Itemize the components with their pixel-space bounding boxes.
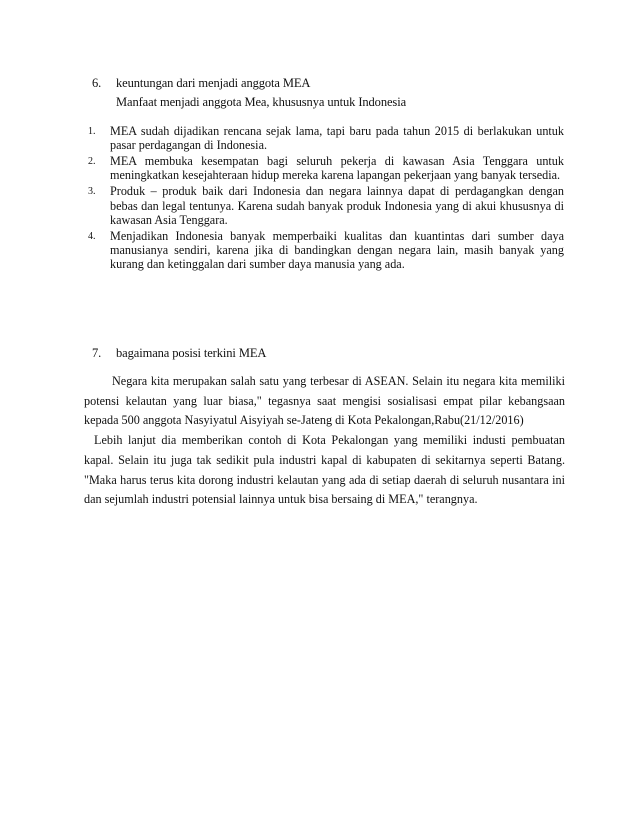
section-7-title: bagaimana posisi terkini MEA	[116, 346, 267, 360]
section-6-number: 6.	[92, 76, 102, 90]
list-item-number: 2.	[88, 156, 96, 168]
section-6-heading	[92, 76, 310, 91]
section-7-heading	[92, 346, 266, 361]
benefits-list	[88, 124, 564, 273]
list-item-text: Menjadikan Indonesia banyak memperbaiki kualitas dan kuantintas dari sumber daya manusianya sendiri, karena jika di bandingkan dengan negara lain, masih banyak yang kurang dan ketinggalan dari sumber daya manusia yang ada.	[110, 228, 564, 272]
section-7-body	[84, 372, 565, 510]
paragraph-2: Lebih lanjut dia memberikan contoh di Kota Pekalongan yang memiliki industi pembuatan kapal. Selain itu juga tak sedikit pula industri kapal di kabupaten di sekitarnya seperti Batang. "Maka harus terus kita dorong industri kelautan yang ada di setiap daerah di seluruh nusantara ini dan sejumlah industri potensial lainnya untuk bisa bersaing di MEA," terangnya.	[84, 433, 565, 507]
list-item	[88, 154, 564, 182]
list-item	[88, 124, 564, 152]
list-item	[88, 229, 564, 272]
list-item-text: MEA membuka kesempatan bagi seluruh pekerja di kawasan Asia Tenggara untuk meningkatkan kesejahteraan hidup mereka karena lapangan pekerjaan yang banyak tersedia.	[110, 154, 564, 183]
list-item-number: 1.	[88, 126, 96, 137]
paragraph-1: Negara kita merupakan salah satu yang terbesar di ASEAN. Selain itu negara kita memiliki potensi kelautan yang luar biasa," tegasnya saat mengisi sosialisasi empat pilar kebangsaan kepada 500 anggota Nasyiyatul Aisyiyah se-Jateng di Kota Pekalongan,Rabu(21/12/2016)	[84, 374, 565, 428]
list-item-text: MEA sudah dijadikan rencana sejak lama, tapi baru pada tahun 2015 di berlakukan untuk pasar perdagangan di Indonesia.	[110, 124, 564, 153]
section-7-number: 7.	[92, 346, 102, 360]
list-item-number: 3.	[88, 186, 96, 198]
list-item	[88, 184, 564, 227]
section-6-subtitle: Manfaat menjadi anggota Mea, khususnya untuk Indonesia	[116, 95, 407, 109]
section-6-title: keuntungan dari menjadi anggota MEA	[116, 76, 311, 90]
list-item-number: 4.	[88, 230, 96, 242]
list-item-text: Produk – produk baik dari Indonesia dan negara lainnya dapat di perdagangkan dengan bebas dan legal tentunya. Karena sudah banyak produk Indonesia yang di akui khususnya di kawasan Asia Tenggara.	[110, 184, 564, 227]
